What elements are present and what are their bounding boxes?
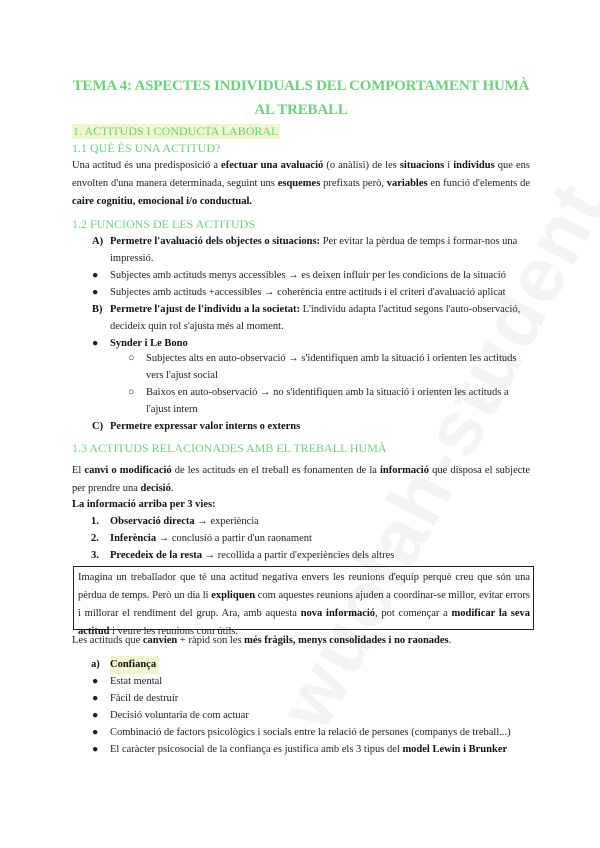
bullet-icon: ● [92, 338, 99, 349]
list-item: Fàcil de destruir [110, 693, 179, 704]
subheading-1-2: 1.2 FUNCIONS DE LES ACTITUDS [72, 217, 256, 231]
example-box: Imagina un treballador que té una actitud negativa envers les reunions d'equip perquè creu que són una pèrdua de temps. Però un dia li expliquen com aquestes reunions ajuden a coordinar-se millor, evitar errors i millorar el rendiment del grup. Ara, amb aquesta nova informació, pot començar a modificar la seva actitud i veure les reunions com útils. [73, 566, 534, 630]
sub-list-item: Subjectes alts en auto-observació → s'identifiquen amb la situació i orienten les actituds [146, 353, 517, 364]
vies-title: La informació arriba per 3 vies: [72, 499, 216, 510]
sub-list-item-cont: vers l'ajust social [146, 370, 218, 381]
bullet-icon: ● [92, 710, 99, 721]
function-c: Permetre expressar valor interns o externs [110, 421, 301, 432]
list-item: El caràcter psicosocial de la confiança es justifica amb els 3 tipus del model Lewin i Brunker [110, 744, 508, 755]
sub-list-item-cont: l'ajust intern [146, 404, 198, 415]
bullet-icon: ● [92, 287, 99, 298]
list-item: Subjectes amb actituds menys accessibles → es deixen influir per les condicions de la situació [110, 270, 506, 281]
list-item: Synder i Le Bono [110, 338, 188, 349]
bullet-icon: ● [92, 270, 99, 281]
page-title: TEMA 4: ASPECTES INDIVIDUALS DEL COMPORTAMENT HUMÀ AL TREBALL [72, 78, 530, 118]
section-heading-1: 1. ACTITUDS I CONDUCTA LABORAL [73, 124, 279, 138]
list-item: Precedeix de la resta → recollida a partir d'experiències dels altres [110, 550, 395, 561]
bullet-icon: ● [92, 676, 99, 687]
definition-paragraph: Una actitud és una predisposició a efectuar una avaluació (o anàlisi) de les situacions i individus que ens envolten d'una manera determinada, seguint uns esquemes prefixats però, variables en funció d'elements de caire cognitiu, emocional i/o conductual. [72, 160, 530, 207]
list-marker-c: C) [92, 421, 104, 432]
hollow-bullet-icon: ○ [128, 387, 135, 398]
bullet-icon: ● [92, 693, 99, 704]
list-number: 2. [91, 533, 99, 544]
change-speed-text: Les actituds que canvien + ràpid son les més fràgils, menys consolidades i no raonades. [72, 635, 452, 646]
list-item: Estat mental [110, 676, 163, 687]
function-a: Permetre l'avaluació dels objectes o situacions: Per evitar la pèrdua de temps i formar-nos una [110, 236, 518, 247]
sub-list-item: Baixos en auto-observació → no s'identifiquen amb la situació i orienten les actituds a [146, 387, 509, 398]
function-a-cont: impressió. [110, 253, 154, 264]
list-number: 3. [91, 550, 99, 561]
list-item: Inferència → conclusió a partir d'un raonament [110, 533, 312, 544]
list-marker-a: A) [92, 236, 104, 247]
subheading-1-1: 1.1 QUÈ ÉS UNA ACTITUD? [72, 141, 221, 155]
list-number: 1. [91, 516, 99, 527]
bullet-icon: ● [92, 744, 99, 755]
function-b: Permetre l'ajust de l'individu a la societat: L'individu adapta l'actitud segons l'auto-observació, [110, 304, 521, 315]
bullet-icon: ● [92, 727, 99, 738]
list-marker-a-lower: a) [91, 659, 100, 670]
function-b-cont: decideix quin rol s'ajusta més al moment. [110, 321, 284, 332]
list-item: Observació directa → experiència [110, 516, 259, 527]
list-item: Subjectes amb actituds +accessibles → coherència entre actituds i el criteri d'avaluació aplicat [110, 287, 506, 298]
list-item: Decisió voluntaria de com actuar [110, 710, 249, 721]
list-marker-b: B) [92, 304, 103, 315]
subheading-1-3: 1.3 ACTITUDS RELACIONADES AMB EL TREBALL HUMÀ [72, 441, 387, 455]
confianca-heading: Confiança [110, 656, 159, 674]
list-item: Combinació de factors psicològics i socials entre la relació de persones (companys de treball...) [110, 727, 511, 738]
change-paragraph: El canvi o modificació de les actituds en el treball es fonamenten de la informació que disposa el subjecte per prendre una decisió. [72, 465, 530, 494]
hollow-bullet-icon: ○ [128, 353, 135, 364]
